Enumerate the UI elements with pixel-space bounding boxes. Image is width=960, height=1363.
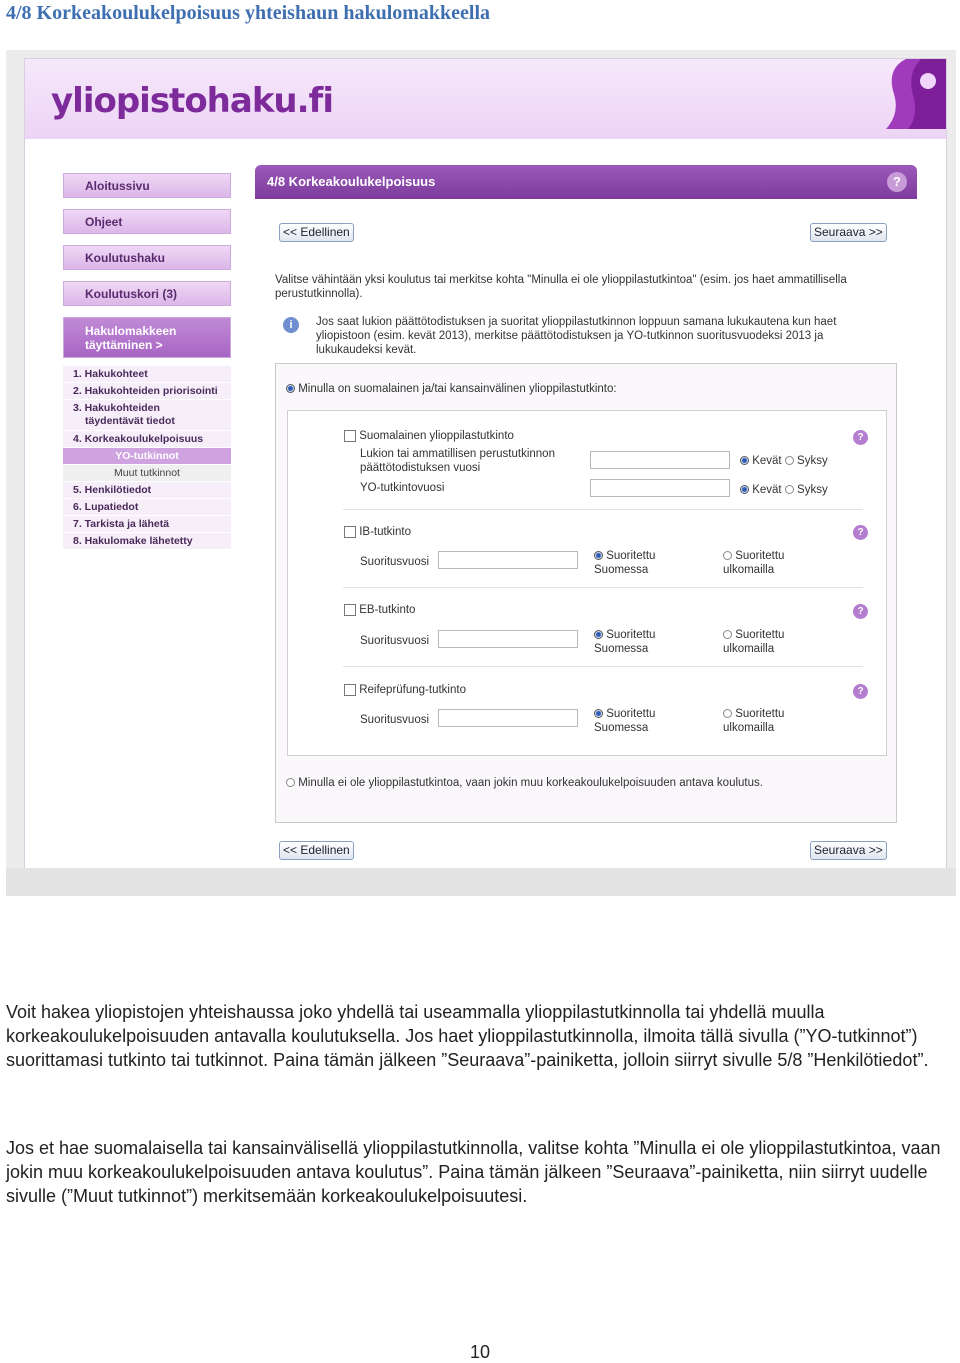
option-has-exam[interactable] <box>286 382 617 396</box>
reife-year-label: Suoritusvuosi <box>360 714 430 726</box>
fi-cert-spring-label: Kevät <box>752 455 782 467</box>
ib-year-input[interactable] <box>438 551 578 569</box>
fi-cert-year-input[interactable] <box>590 451 730 469</box>
window-bottom-bar <box>6 868 956 896</box>
eb-opt-abroad[interactable] <box>723 628 784 656</box>
info-icon: i <box>283 317 299 333</box>
body-paragraph-1: Voit hakea yliopistojen yhteishaussa joko yhdellä tai useammalla ylioppilastutkinnolla tai yhdellä muulla korkeakoulukelpoisuuden antavalla koulutuksella. Jos haet ylioppilastutkinnolla, ilmoita tällä sivulla (”YO-tutkinnot”) suorittamasi tutkinto tai tutkinnot. Paina tämän jälkeen ”Seuraava”-painiketta, jolloin siirryt sivulle 5/8 ”Henkilötiedot”. <box>6 1002 929 1070</box>
site-logo[interactable]: yliopistohaku.fi <box>51 81 333 121</box>
reife-abroad-label1: Suoritettu <box>735 708 785 720</box>
fi-cert-term <box>740 454 828 468</box>
step-8[interactable]: 8. Hakulomake lähetetty <box>63 533 231 550</box>
fi-cert-autumn-radio[interactable] <box>785 456 794 465</box>
eb-opt-finland[interactable] <box>594 628 655 656</box>
step-4-yo[interactable]: YO-tutkinnot <box>63 448 231 465</box>
eb-finland-label2: Suomessa <box>594 643 649 655</box>
step-3[interactable] <box>63 400 231 431</box>
reife-year-input[interactable] <box>438 709 578 727</box>
step-4[interactable]: 4. Korkeakoulukelpoisuus <box>63 431 231 448</box>
fi-yo-autumn-radio[interactable] <box>785 485 794 494</box>
reife-exam-label: Reifeprüfung-tutkinto <box>359 684 466 696</box>
nav-item-aloitussivu[interactable]: Aloitussivu <box>63 173 231 198</box>
fi-cert-spring-radio[interactable] <box>740 456 749 465</box>
ib-finland-label2: Suomessa <box>594 564 649 576</box>
panel-title <box>255 165 917 199</box>
eb-exam-label: EB-tutkinto <box>359 604 416 616</box>
divider <box>343 509 863 510</box>
next-button-top[interactable]: Seuraava >> <box>810 223 887 242</box>
fi-yo-spring-radio[interactable] <box>740 485 749 494</box>
page-number: 10 <box>469 1342 491 1362</box>
previous-button-top[interactable]: << Edellinen <box>279 223 354 242</box>
fi-yo-term <box>740 483 828 497</box>
nav-item-ohjeet[interactable]: Ohjeet <box>63 209 231 234</box>
browser-page <box>24 58 947 878</box>
side-navigation <box>63 173 231 550</box>
fi-exam-row[interactable] <box>344 429 514 443</box>
radio-no-exam[interactable] <box>286 778 295 787</box>
option-has-exam-label: Minulla on suomalainen ja/tai kansainvälinen ylioppilastutkinto: <box>298 383 617 395</box>
step-4-muut[interactable]: Muut tutkinnot <box>63 465 231 482</box>
eb-exam-checkbox[interactable] <box>344 604 356 616</box>
ib-exam-checkbox[interactable] <box>344 526 356 538</box>
ib-abroad-radio[interactable] <box>723 551 732 560</box>
fi-exam-checkbox[interactable] <box>344 430 356 442</box>
screenshot <box>6 50 956 896</box>
nav-active-line2: täyttäminen > <box>85 338 163 352</box>
step-6[interactable]: 6. Lupatiedot <box>63 499 231 516</box>
nav-item-hakulomake[interactable] <box>63 317 231 358</box>
eb-help-icon[interactable]: ? <box>853 604 868 619</box>
divider <box>343 666 863 667</box>
next-button-bottom[interactable]: Seuraava >> <box>810 841 887 860</box>
ib-year-label: Suoritusvuosi <box>360 556 430 568</box>
eb-finland-radio[interactable] <box>594 630 603 639</box>
nav-item-koulutushaku[interactable]: Koulutushaku <box>63 245 231 270</box>
ib-exam-label: IB-tutkinto <box>359 526 411 538</box>
radio-has-exam[interactable] <box>286 384 295 393</box>
reife-help-icon[interactable]: ? <box>853 684 868 699</box>
reife-abroad-label2: ulkomailla <box>723 722 775 734</box>
step-2[interactable]: 2. Hakukohteiden priorisointi <box>63 383 231 400</box>
ib-abroad-label2: ulkomailla <box>723 564 775 576</box>
ib-exam-row[interactable] <box>344 525 411 539</box>
ib-opt-abroad[interactable] <box>723 549 784 577</box>
exam-list <box>287 410 887 756</box>
step-list <box>63 366 231 550</box>
reife-opt-abroad[interactable] <box>723 707 784 735</box>
previous-button-bottom[interactable]: << Edellinen <box>279 841 354 860</box>
document-heading: 4/8 Korkeakoulukelpoisuus yhteishaun hakulomakkeella <box>6 2 491 24</box>
step-3-line2: täydentävät tiedot <box>85 415 175 427</box>
ib-abroad-label1: Suoritettu <box>735 550 785 562</box>
site-banner <box>25 59 946 139</box>
fi-yo-autumn-label: Syksy <box>797 484 828 496</box>
nav-item-koulutuskori[interactable]: Koulutuskori (3) <box>63 281 231 306</box>
help-icon[interactable]: ? <box>887 172 907 192</box>
ib-help-icon[interactable]: ? <box>853 525 868 540</box>
reife-exam-row[interactable] <box>344 683 466 697</box>
reife-finland-radio[interactable] <box>594 709 603 718</box>
reife-finland-label2: Suomessa <box>594 722 649 734</box>
ib-finland-radio[interactable] <box>594 551 603 560</box>
step-7[interactable]: 7. Tarkista ja lähetä <box>63 516 231 533</box>
eb-year-input[interactable] <box>438 630 578 648</box>
fi-exam-label: Suomalainen ylioppilastutkinto <box>359 430 514 442</box>
eb-year-label: Suoritusvuosi <box>360 635 430 647</box>
ib-finland-label1: Suoritettu <box>606 550 656 562</box>
eb-abroad-label2: ulkomailla <box>723 643 775 655</box>
step-5[interactable]: 5. Henkilötiedot <box>63 482 231 499</box>
fi-yo-spring-label: Kevät <box>752 484 782 496</box>
fi-yo-year-input[interactable] <box>590 479 730 497</box>
fi-cert-autumn-label: Syksy <box>797 455 828 467</box>
fi-help-icon[interactable]: ? <box>853 430 868 445</box>
form-panel <box>255 165 917 875</box>
ib-opt-finland[interactable] <box>594 549 655 577</box>
step-3-line1: 3. Hakukohteiden <box>73 402 160 414</box>
eb-abroad-label1: Suoritettu <box>735 629 785 641</box>
divider <box>343 587 863 588</box>
fi-cert-label-line2: päättötodistuksen vuosi <box>360 462 481 474</box>
qualification-box <box>275 363 897 823</box>
option-no-exam[interactable] <box>286 776 763 790</box>
reife-finland-label1: Suoritettu <box>606 708 656 720</box>
fi-yo-year-label: YO-tutkintovuosi <box>360 482 445 494</box>
nav-active-line1: Hakulomakkeen <box>85 324 177 338</box>
step-1[interactable]: 1. Hakukohteet <box>63 366 231 383</box>
panel-title-text: 4/8 Korkeakoulukelpoisuus <box>267 174 436 189</box>
reife-abroad-radio[interactable] <box>723 709 732 718</box>
eb-abroad-radio[interactable] <box>723 630 732 639</box>
fi-cert-label <box>360 447 555 475</box>
body-paragraph-2: Jos et hae suomalaisella tai kansainvälisellä ylioppilastutkinnolla, valitse kohta ”Minulla ei ole ylioppilastutkintoa, vaan jokin muu korkeakoulukelpoisuuden antava koulutus”. Paina tämän jälkeen ”Seuraava”-painiketta, niin siirryt uudelle sivulle (”Muut tutkinnot”) merkitsemään korkeakoulukelpoisuutesi. <box>6 1138 941 1206</box>
reife-exam-checkbox[interactable] <box>344 684 356 696</box>
option-no-exam-label: Minulla ei ole ylioppilastutkintoa, vaan jokin muu korkeakoulukelpoisuuden antava koulutus. <box>298 777 763 789</box>
fi-cert-label-line1: Lukion tai ammatillisen perustutkinnon <box>360 448 555 460</box>
eb-exam-row[interactable] <box>344 603 415 617</box>
reife-opt-finland[interactable] <box>594 707 655 735</box>
intro-text: Valitse vähintään yksi koulutus tai merkitse kohta "Minulla ei ole ylioppilastutkintoa" (esim. jos haet ammatillisella perustutkinnolla). <box>275 274 847 300</box>
info-text: Jos saat lukion päättötodistuksen ja suoritat ylioppilastutkinnon loppuun samana lukukautena kun haet yliopistoon (esim. kevät 2013), merkitse päättötodistuksen ja YO-tutkinnon suoritusvuodeksi 2013 ja lukukaudeksi kevät. <box>316 316 837 356</box>
eb-finland-label1: Suoritettu <box>606 629 656 641</box>
banner-ribbon-icon <box>886 59 946 129</box>
